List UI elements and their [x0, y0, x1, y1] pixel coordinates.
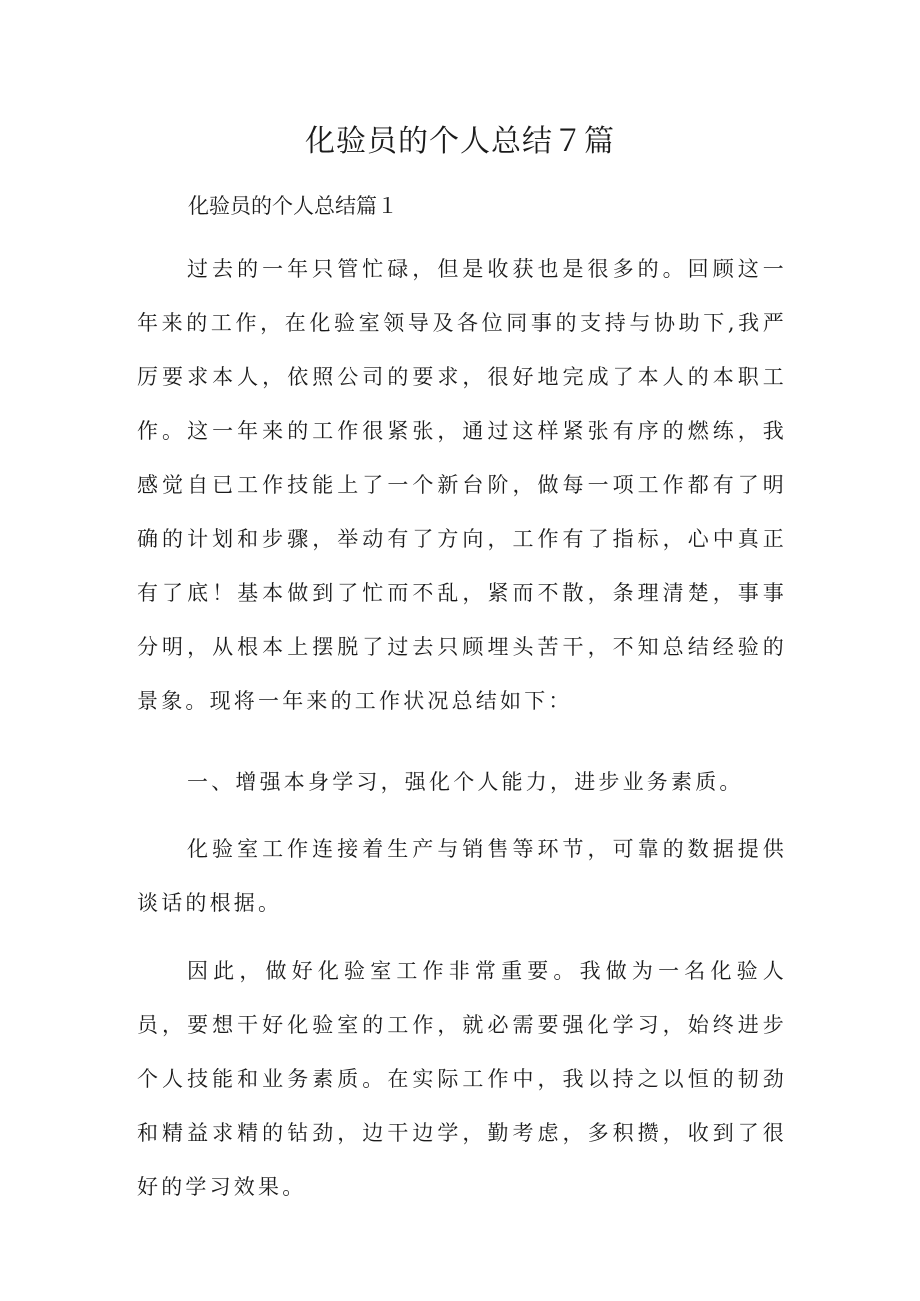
document-title: 化验员的个人总结７篇: [305, 124, 615, 159]
section-heading: 化验员的个人总结篇１: [188, 194, 398, 218]
paragraph-intro: 过去的一年只管忙碌，但是收获也是很多的。回顾这一年来的工作，在化验室领导及各位同事的支持与协助下,我严厉要求本人，依照公司的要求，很好地完成了本人的本职工作。这一年来的工作很紧张，通过这样紧张有序的燃练，我感觉自已工作技能上了一个新台阶，做每一项工作都有了明确的计划和步骤，举动有了方向，工作有了指标，心中真正有了底！基本做到了忙而不乱，紧而不散，条理清楚，事事分明，从根本上摆脱了过去只顾埋头苦干，不知总结经验的景象。现将一年来的工作状况总结如下：: [137, 257, 787, 713]
paragraph-point-one: 一、增强本身学习，强化个人能力，进步业务素质。: [187, 770, 744, 794]
paragraph-lab-role: 化验室工作连接着生产与销售等环节，可靠的数据提供谈话的根据。: [137, 837, 787, 915]
paragraph-learning: 因此，做好化验室工作非常重要。我做为一名化验人员，要想干好化验室的工作，就必需要强化学习，始终进步个人技能和业务素质。在实际工作中，我以持之以恒的韧劲和精益求精的钻劲，边干边学，勤考虑，多积攒，收到了很好的学习效果。: [137, 959, 787, 1199]
